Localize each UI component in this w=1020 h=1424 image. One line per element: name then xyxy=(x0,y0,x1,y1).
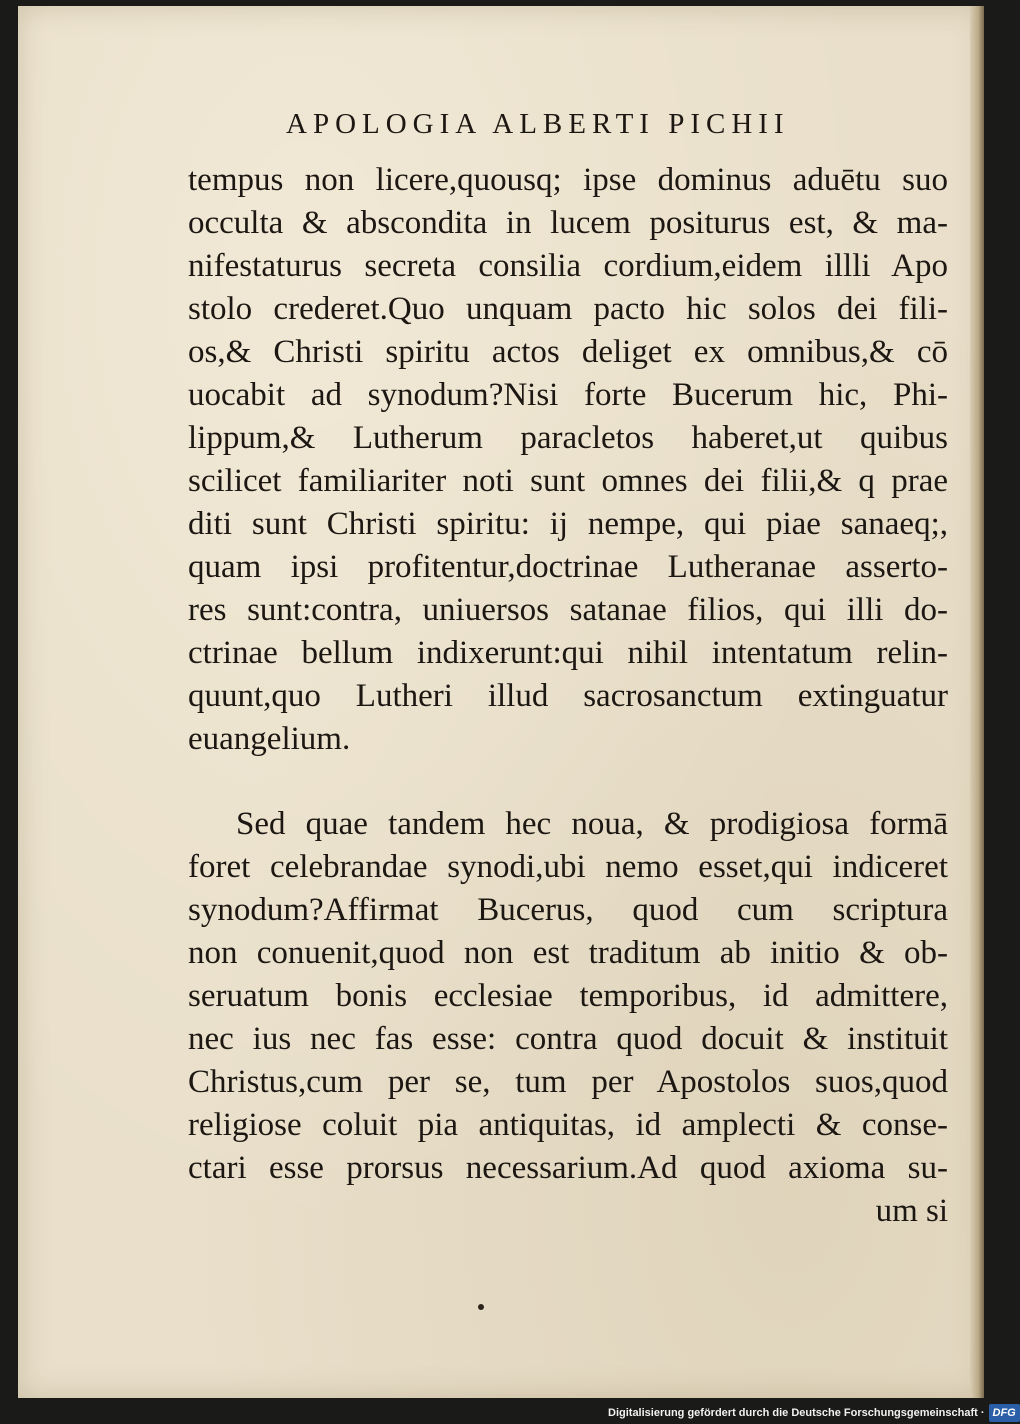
paragraph-2 xyxy=(188,803,948,1233)
paragraph-1 xyxy=(188,159,948,761)
text-line: ctari esse prorsus necessarium.Ad quod axioma su- xyxy=(188,1150,948,1186)
text-line: lippum,& Lutherum paracletos haberet,ut quibus xyxy=(188,420,948,456)
page-spine-shadow xyxy=(970,6,984,1398)
text-line: Sed quae tandem hec noua, & prodigiosa formā xyxy=(236,806,948,842)
text-line: tempus non licere,quousq; ipse dominus aduētu suo xyxy=(188,162,948,198)
text-line: os,& Christi spiritu actos deliget ex omnibus,& cō xyxy=(188,334,948,370)
catchword: um si xyxy=(875,1193,948,1229)
text-line: Christus,cum per se, tum per Apostolos suos,quod xyxy=(188,1064,948,1100)
book-page xyxy=(18,6,984,1398)
text-line: scilicet familiariter noti sunt omnes dei filii,& q prae xyxy=(188,463,948,499)
text-line: seruatum bonis ecclesiae temporibus, id admittere, xyxy=(188,978,948,1014)
text-line: euangelium. xyxy=(188,721,351,757)
text-line: ctrinae bellum indixerunt:qui nihil intentatum relin- xyxy=(188,635,948,671)
text-line: diti sunt Christi spiritu: ij nempe, qui piae sanaeq;, xyxy=(188,506,948,542)
digitization-credit xyxy=(608,1404,1020,1422)
text-line: res sunt:contra, uniuersos satanae filios, qui illi do- xyxy=(188,592,948,628)
printer-mark xyxy=(478,1304,484,1310)
running-head: APOLOGIA ALBERTI PICHII xyxy=(286,108,790,140)
credit-text: Digitalisierung gefördert durch die Deutsche Forschungsgemeinschaft · xyxy=(608,1407,985,1419)
text-line: nec ius nec fas esse: contra quod docuit & instituit xyxy=(188,1021,948,1057)
dfg-logo: DFG xyxy=(989,1404,1020,1422)
text-line: non conuenit,quod non est traditum ab initio & ob- xyxy=(188,935,948,971)
text-line: uocabit ad synodum?Nisi forte Bucerum hic, Phi- xyxy=(188,377,948,413)
text-line: foret celebrandae synodi,ubi nemo esset,qui indiceret xyxy=(188,849,948,885)
text-line: nifestaturus secreta consilia cordium,eidem illli Apo xyxy=(188,248,948,284)
text-line: quam ipsi profitentur,doctrinae Lutheranae asserto- xyxy=(188,549,948,585)
text-line: synodum?Affirmat Bucerus, quod cum scriptura xyxy=(188,892,948,928)
text-line: religiose coluit pia antiquitas, id amplecti & conse- xyxy=(188,1107,948,1143)
text-line: quunt,quo Lutheri illud sacrosanctum extinguatur xyxy=(188,678,948,714)
text-line: occulta & abscondita in lucem positurus est, & ma- xyxy=(188,205,948,241)
text-line: stolo crederet.Quo unquam pacto hic solos dei fili- xyxy=(188,291,948,327)
